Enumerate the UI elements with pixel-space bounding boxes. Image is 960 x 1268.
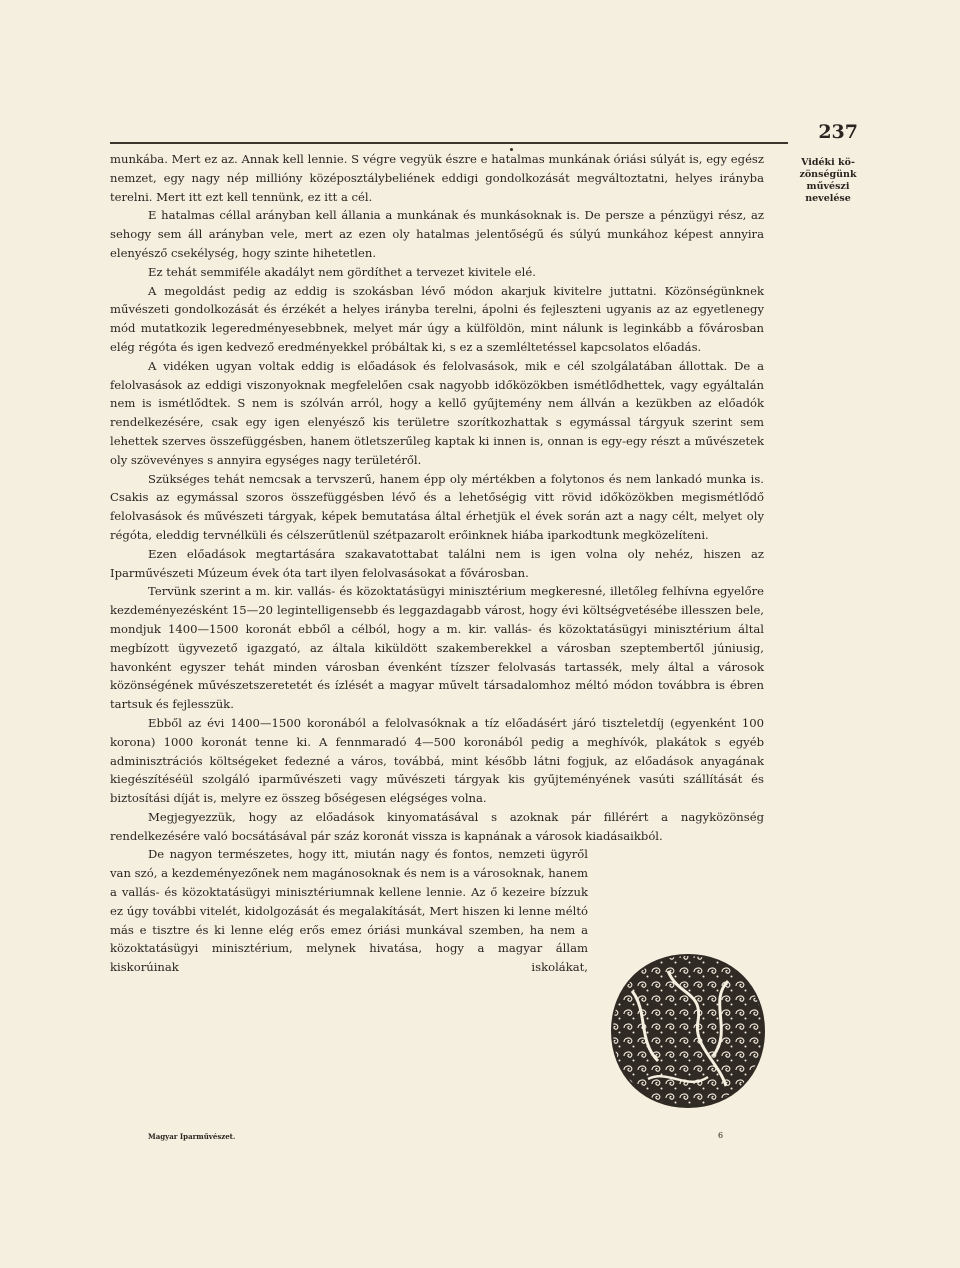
paragraph: E hatalmas céllal arányban kell állania a munkának és munkásoknak is. De persze a pénzügyi rész, az sehogy sem áll arányban vele, mert az ezen oly hatalmas jelentőségű és súlyú munkához képest annyira elenyésző csekélység, hogy szinte hihetetlen. <box>110 208 764 260</box>
paragraph: Szükséges tehát nemcsak a tervszerű, hanem épp oly mértékben a folytonos és nem lankadó munka is. Csakis az egymással szoros összefüggésben lévő és a lehetőségig vitt rövid időközökben megismétlődő felolvasások és művészeti tárgyak, képek bemutatása által érhetjük el évek során azt a nagy célt, melyet oly régóta, eleddig tervnélküli és célszerűtlenül szétpazarolt erőinknek hiába iparkodtunk megközelíteni. <box>110 471 764 542</box>
margin-note: Vidéki kö-zönségünk művészi nevelése <box>799 157 857 204</box>
footer-signature-mark: 6 <box>718 1131 724 1140</box>
paragraph: munkába. Mert ez az. Annak kell lennie. S végre vegyük észre e hatalmas munkának óriási súlyát is, egy egész nemzet, egy nagy nép millióny középosztálybeliének eddigi gondolkozását megváltoztatni, helyes irányba terelni. Mert itt ezt kell tennünk, ez itt a cél. <box>110 152 764 204</box>
footer-publication-title: Magyar Iparművészet. <box>148 1132 236 1141</box>
paragraph: A vidéken ugyan voltak eddig is előadások és felolvasások, mik e cél szolgálatában állottak. De a felolvasások az eddigi viszonyoknak megfelelően csak nagyobb időközökben ismétlődhettek, vagy egyáltalán nem is ismétlődtek. S nem is szólván arról, hogy a kellő gyűjtemény nem állván a kezükben az előadók rendelkezésére, csak egy igen elenyésző kis területre szorítkozhattak s egymással tárgyuk szerint sem lehettek szerves összefüggésben, hanem ötletszerűleg kaptak ki innen is, onnan is egy-egy részt a művészetek oly szövevényes s annyira egységes nagy területéről. <box>110 358 764 467</box>
paragraph: Tervünk szerint a m. kir. vallás- és közoktatásügyi minisztérium megkeresné, illetőleg felhívna egyelőre kezdeményezésként 15—20 legintelligensebb és leggazdagabb várost, hogy évi költségvetésébe illesszen bele, mondjuk 1400—1500 koronát ebből a célból, hogy a m. kir. vallás- és közoktatásügyi minisztérium által megbízott ügyvezető igazgató, az általa kiküldött szakemberekkel a városban szeptembertől júniusig, havonként egyszer tehát minden városban évenként tízszer felolvasás tartassék, mely által a városok közönségének művészetszeretetét és ízlését a magyar művelt társadalomhoz méltó módon továbbra is ébren tartsuk és fejlesszük. <box>110 584 764 712</box>
article-body <box>110 150 764 977</box>
decorative-ornament <box>608 951 768 1111</box>
paragraph: Ebből az évi 1400—1500 koronából a felolvasóknak a tíz előadásért járó tiszteletdíj (egyenként 100 korona) 1000 koronát tenne ki. A fennmaradó 4—500 koronából pedig a meghívók, plakátok s egyéb adminisztrációs költségeket fedezné a város, továbbá, mint később látni fogjuk, az előadások anyagának kiegészítéséül szolgáló iparművészeti vagy művészeti tárgyak kis gyűjteményének vasúti szállítását és biztosítási díját is, melyre ez összeg bőségesen elégséges volna. <box>110 715 764 806</box>
paragraph: De nagyon természetes, hogy itt, miután nagy és fontos, nemzeti ügyről van szó, a kezdeményezőnek nem magánosoknak és nem is a városoknak, hanem a vallás- és közoktatásügyi minisztériumnak kellene lennie. Az ő kezeire bízzuk ez úgy további vitelét, kidolgozását és megalakítását, Mert hiszen ki lenne méltó más e tisztre és ki lenne elég erős emez óriási munkával szemben, ha nem a közoktatásügyi minisztérium, melynek hivatása, hogy a magyar állam kiskorúinak iskolákat, <box>110 847 588 975</box>
paragraph: A megoldást pedig az eddig is szokásban lévő módon akarjuk kivitelre juttatni. Közönségünknek művészeti gondolkozását és érzékét a helyes irányba terelni, ápolni és fejleszteni ugyanis az az egyetlenegy mód mutatkozik legeredményesebbnek, melyet már úgy a külföldön, mint nálunk is leginkább a fővárosban elég régóta és igen kedvező eredményekkel próbáltak ki, s ez a szemléltetéssel kapcsolatos előadás. <box>110 283 764 354</box>
paragraph: Ez tehát semmiféle akadályt nem gördíthet a tervezet kivitele elé. <box>148 264 536 279</box>
paragraph: Ezen előadások megtartására szakavatottabat találni nem is igen volna oly nehéz, hiszen az Iparművészeti Múzeum évek óta tart ilyen felolvasásokat a fővárosban. <box>110 546 764 580</box>
paragraph: Megjegyezzük, hogy az előadások kinyomatásával s azoknak pár fillérért a nagyközönség rendelkezésére való bocsátásával pár száz koronát vissza is kapnának a városok kiadásaikból. <box>110 809 764 843</box>
page-number: 237 <box>818 121 858 143</box>
header-rule <box>110 142 788 144</box>
